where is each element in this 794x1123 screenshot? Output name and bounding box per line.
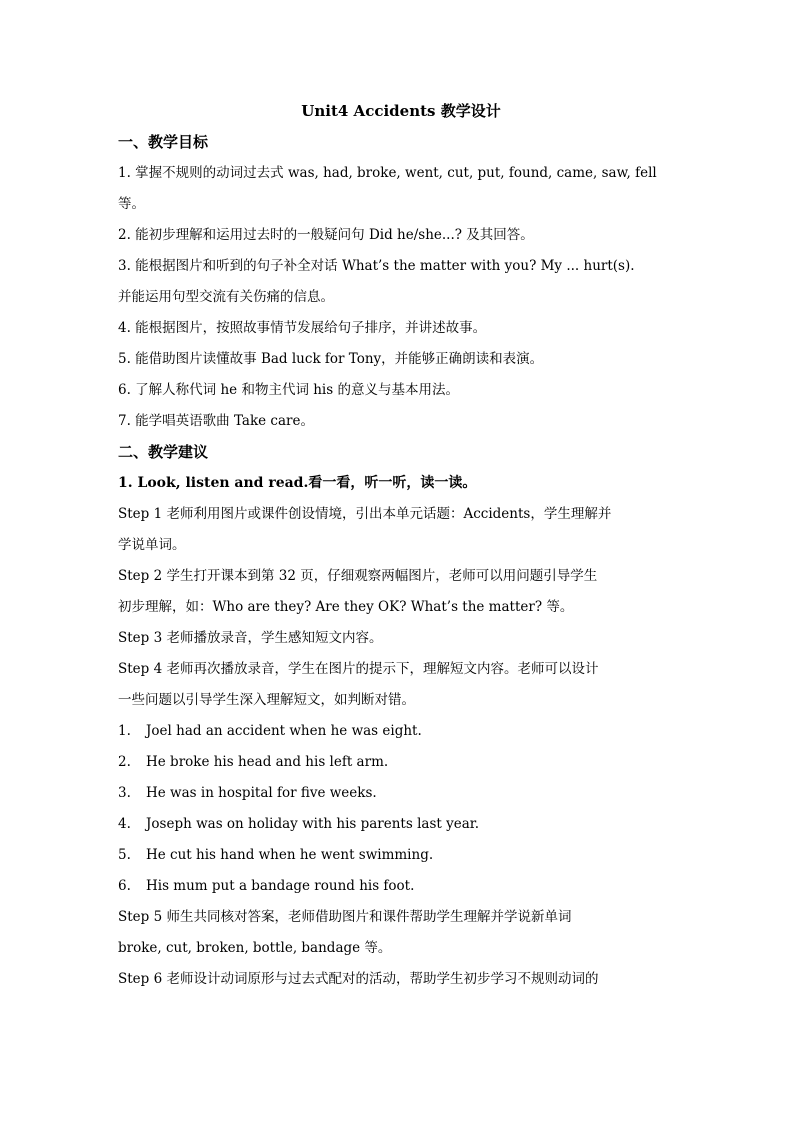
item-number: 4. <box>118 816 131 832</box>
item-text: He broke his head and his left arm. <box>146 754 389 770</box>
objective-line: 7. 能学唱英语歌曲 Take care。 <box>118 413 314 429</box>
step-line: 初步理解，如：Who are they? Are they OK? What’s the matter? 等。 <box>118 599 574 615</box>
objective-line: 6. 了解人称代词 he 和物主代词 his 的意义与基本用法。 <box>118 382 459 398</box>
true-false-item <box>118 716 678 747</box>
step-line: broke, cut, broken, bottle, bandage 等。 <box>118 940 392 956</box>
step-line: Step 3 老师播放录音，学生感知短文内容。 <box>118 630 383 646</box>
objective-line: 并能运用句型交流有关伤痛的信息。 <box>118 289 334 305</box>
item-number: 5. <box>118 847 131 863</box>
item-number: 3. <box>118 785 131 801</box>
step-line: Step 2 学生打开课本到第 32 页，仔细观察两幅图片，老师可以用问题引导学生 <box>118 568 598 584</box>
objective-line: 5. 能借助图片读懂故事 Bad luck for Tony，并能够正确朗读和表演。 <box>118 351 544 367</box>
activity-subheading: 1. Look, listen and read.看一看，听一听，读一读。 <box>118 475 477 491</box>
item-number: 6. <box>118 878 131 894</box>
step-line: 一些问题以引导学生深入理解短文，如判断对错。 <box>118 692 415 708</box>
step-line: Step 1 老师利用图片或课件创设情境，引出本单元话题：Accidents，学生理解并 <box>118 506 612 522</box>
objective-line: 4. 能根据图片，按照故事情节发展给句子排序，并讲述故事。 <box>118 320 487 336</box>
step-line: Step 6 老师设计动词原形与过去式配对的活动，帮助学生初步学习不规则动词的 <box>118 971 599 987</box>
item-text: He cut his hand when he went swimming. <box>146 847 434 863</box>
section-heading-suggestions: 二、教学建议 <box>118 443 209 461</box>
true-false-item <box>118 871 678 902</box>
item-text: Joel had an accident when he was eight. <box>146 723 422 739</box>
step-line: 学说单词。 <box>118 537 186 553</box>
item-text: He was in hospital for five weeks. <box>146 785 377 801</box>
document-title: Unit4 Accidents 教学设计 <box>301 102 501 120</box>
step-line: Step 4 老师再次播放录音，学生在图片的提示下，理解短文内容。老师可以设计 <box>118 661 599 677</box>
true-false-item <box>118 778 678 809</box>
section-heading-objectives: 一、教学目标 <box>118 133 209 151</box>
true-false-item <box>118 809 678 840</box>
item-number: 2. <box>118 754 131 770</box>
document-page <box>118 96 678 995</box>
item-text: His mum put a bandage round his foot. <box>146 878 415 894</box>
item-text: Joseph was on holiday with his parents last year. <box>146 816 480 832</box>
objective-line: 等。 <box>118 196 145 212</box>
objective-line: 2. 能初步理解和运用过去时的一般疑问句 Did he/she...? 及其回答。 <box>118 227 534 243</box>
objective-line: 3. 能根据图片和听到的句子补全对话 What’s the matter with you? My ... hurt(s). <box>118 258 635 274</box>
step-line: Step 5 师生共同核对答案，老师借助图片和课件帮助学生理解并学说新单词 <box>118 909 572 925</box>
item-number: 1. <box>118 723 131 739</box>
objective-line: 1. 掌握不规则的动词过去式 was, had, broke, went, cut, put, found, came, saw, fell <box>118 165 657 181</box>
true-false-item <box>118 747 678 778</box>
true-false-item <box>118 840 678 871</box>
